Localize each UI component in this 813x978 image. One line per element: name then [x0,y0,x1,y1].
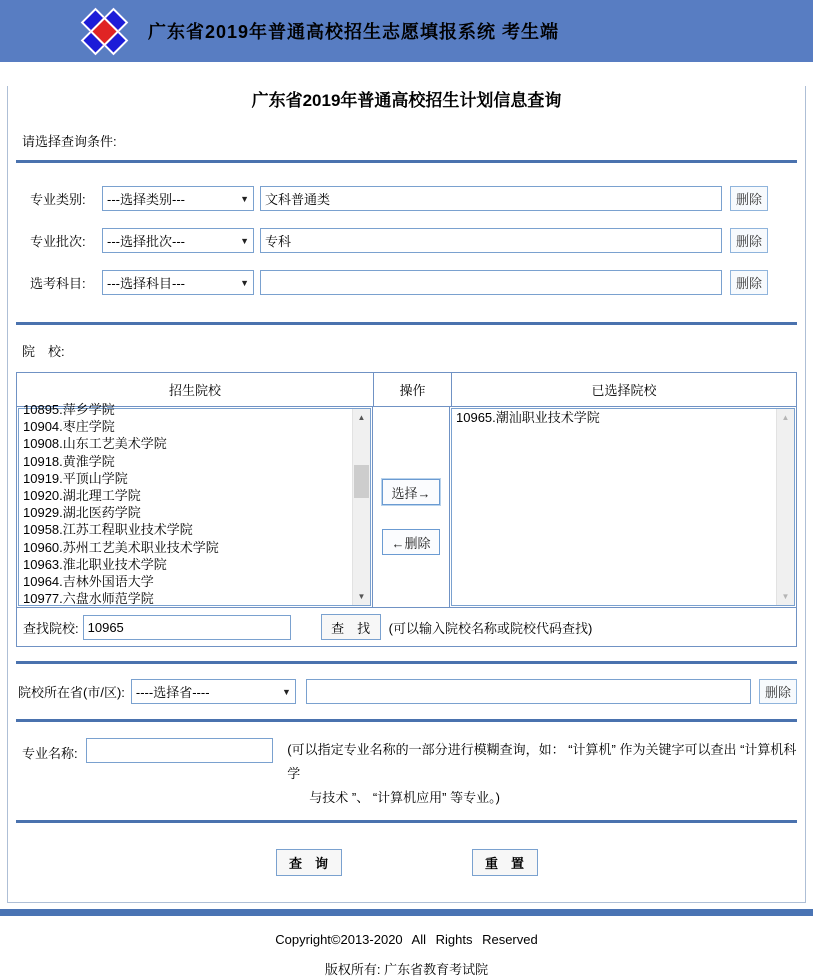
footer-bar [0,909,813,916]
subject-select-value: ---选择科目--- [107,276,185,291]
chevron-down-icon: ▼ [240,193,249,204]
selected-colleges-cell [450,407,796,607]
available-list-scrollbar[interactable] [352,409,370,605]
available-colleges-listbox[interactable] [18,402,371,607]
select-college-button[interactable]: 选择→ [382,479,440,505]
filter-row-batch [30,228,805,253]
college-option[interactable]: 10895.萍乡学院 [23,402,115,417]
chevron-down-icon: ▼ [240,277,249,288]
college-option[interactable]: 10904.枣庄学院 [23,419,115,435]
remove-college-button[interactable]: ←删除 [382,529,440,555]
major-hint-line2: 与技术 ”、 “计算机应用” 等专业。) [309,790,500,805]
selected-colleges-list [452,409,776,605]
college-search-hint: (可以输入院校名称或院校代码查找) [388,620,593,636]
province-select[interactable] [131,679,296,704]
major-hint-line1: (可以指定专业名称的一部分进行模糊查询，如： “计算机” 作为关键字可以查出 “计算机科学 [287,742,797,781]
chevron-down-icon: ▼ [281,686,291,697]
scroll-up-icon[interactable]: ▲ [777,409,794,426]
scroll-down-icon[interactable]: ▼ [777,588,794,605]
reset-button[interactable]: 重 置 [472,849,538,876]
college-search-input[interactable] [83,615,291,640]
college-option[interactable]: 10964.吉林外国语大学 [23,574,154,590]
app-header [0,0,813,62]
app-title: 广东省2019年普通高校招生志愿填报系统 考生端 [148,22,560,42]
college-option[interactable]: 10919.平顶山学院 [23,470,128,486]
category-input[interactable] [260,186,722,211]
conditions-label: 请选择查询条件: [22,134,117,149]
batch-delete-button[interactable]: 删除 [730,228,768,253]
college-search-button[interactable]: 查 找 [321,614,381,640]
batch-select-value: ---选择批次--- [107,234,185,249]
batch-input[interactable] [260,228,722,253]
section-divider [16,661,797,664]
college-option[interactable]: 10918.黄淮学院 [23,453,115,469]
available-colleges-header: 招生院校 [17,373,374,406]
operation-header: 操作 [374,373,452,406]
selected-list-scrollbar[interactable] [776,409,794,605]
main-content [7,86,806,903]
major-input[interactable] [86,738,274,763]
college-search-label: 查找院校: [23,620,79,636]
college-table [16,372,797,647]
category-select-value: ---选择类别--- [107,192,185,207]
college-search-row [17,608,796,646]
app-logo-icon [78,9,130,53]
category-delete-button[interactable]: 删除 [730,186,768,211]
province-row [18,679,797,704]
subject-label: 选考科目: [30,276,86,291]
batch-select[interactable] [102,228,254,253]
college-option[interactable]: 10963.淮北职业技术学院 [23,556,167,572]
subject-input[interactable] [260,270,722,295]
section-divider [16,820,797,823]
college-option[interactable]: 10960.苏州工艺美术职业技术学院 [23,539,219,555]
major-row [22,738,797,810]
copyright-text: Copyright©2013-2020 All Rights Reserved [275,932,538,947]
province-select-value: ----选择省---- [135,685,210,700]
college-option[interactable]: 10908.山东工艺美术学院 [23,436,167,452]
college-table-body [17,402,796,608]
scroll-down-icon[interactable]: ▼ [353,588,370,605]
chevron-down-icon: ▼ [240,235,249,246]
selected-colleges-listbox[interactable] [451,408,795,606]
filter-section [8,163,805,314]
available-colleges-list [19,402,352,607]
college-option[interactable]: 10977.六盘水师范学院 [23,591,154,607]
filter-row-subject [30,270,805,295]
college-option[interactable]: 10920.湖北理工学院 [23,488,141,504]
operation-cell [373,407,450,607]
batch-label: 专业批次: [30,234,86,249]
scroll-up-icon[interactable]: ▲ [353,409,370,426]
available-colleges-cell [17,402,373,607]
college-option[interactable]: 10929.湖北医药学院 [23,505,141,521]
section-divider [16,719,797,722]
college-option[interactable]: 10958.江苏工程职业技术学院 [23,522,193,538]
query-button[interactable]: 查 询 [276,849,342,876]
category-select[interactable] [102,186,254,211]
scrollbar-thumb[interactable] [354,465,369,498]
page-title: 广东省2019年普通高校招生计划信息查询 [251,91,562,110]
subject-delete-button[interactable]: 删除 [730,270,768,295]
category-label: 专业类别: [30,192,86,207]
selected-college-option[interactable]: 10965.潮汕职业技术学院 [456,410,600,425]
major-hint [287,738,797,810]
college-section-label: 院 校: [22,344,65,359]
owner-text: 版权所有: 广东省教育考试院 [324,962,489,977]
province-label: 院校所在省(市/区): [18,685,125,700]
action-buttons [8,849,805,876]
major-label: 专业名称: [22,746,78,761]
filter-row-category [30,186,805,211]
subject-select[interactable] [102,270,254,295]
province-input[interactable] [306,679,751,704]
section-divider [16,322,797,325]
province-delete-button[interactable]: 删除 [759,679,797,704]
selected-colleges-header: 已选择院校 [591,383,657,398]
